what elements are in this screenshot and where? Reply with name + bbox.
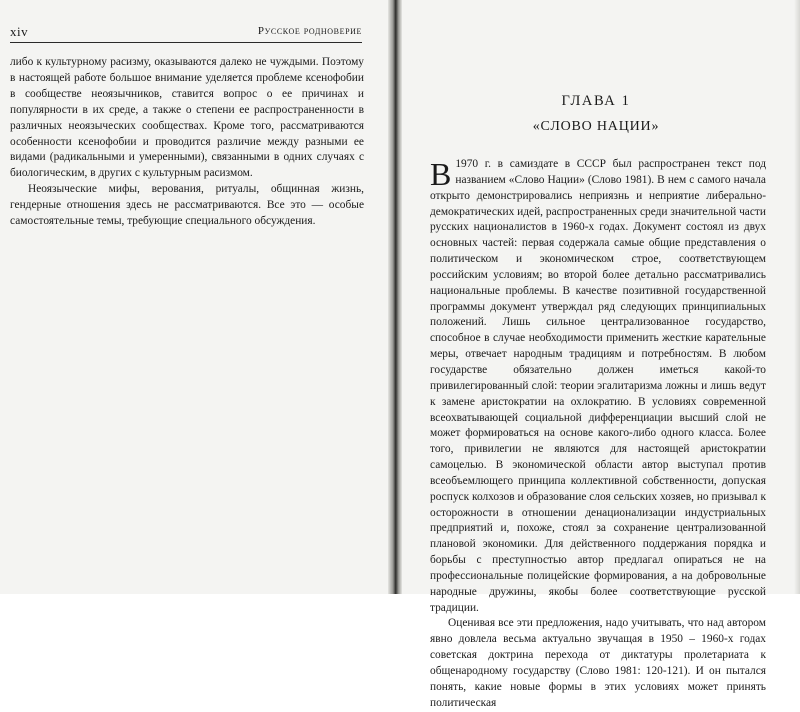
drop-cap: В — [430, 156, 452, 192]
right-page-text — [430, 157, 766, 712]
left-page-text — [10, 55, 364, 230]
right-paragraph-2: Оценивая все эти предложения, надо учитывать, что над автором явно довлела весьма актуально звучащая в 1950 – 1960-х годах советская доктрина перехода от диктатуры пролетариата к общенародному государству (Слово 1981: 120-121). И он пытался понять, какие новые формы в этих условиях может принять политическая — [430, 617, 766, 709]
right-paragraph-1 — [430, 157, 766, 616]
chapter-title: «СЛОВО НАЦИИ» — [532, 119, 660, 134]
left-paragraph-2: Неоязыческие мифы, верования, ритуалы, общинная жизнь, гендерные отношения здесь не рассматриваются. Все это — особые самостоятельные темы, требующие специального обсуждения. — [10, 183, 364, 228]
left-paragraph-1: либо к культурному расизму, оказываются далеко не чуждыми. Поэтому в настоящей работе большое внимание уделяется проблеме ксенофобии в сообществе неоязычников, ставится вопрос о ее причинах и популярности в их среде, а также о степени ее распространенности в различных неоязыческих сообществах. Кроме того, рассматриваются особенности ксенофобии и проводится различие между разными ее видами (радикальными и умеренными), связанными в одних случаях с биологическим, в других с культурным расизмом. — [10, 56, 364, 180]
chapter-label: ГЛАВА 1 — [561, 93, 631, 109]
book-gutter — [388, 0, 402, 594]
running-head — [10, 22, 362, 43]
right-paragraph-1-text: 1970 г. в самиздате в СССР был распространен текст под названием «Слово Нации» (Слово 1981). В нем с самого начала открыто демонстрировались неприязнь и неприятие либерально-демократических идей, распространенных среди значительной части русских националистов в 1960-х годах. Документ состоял из двух основных частей: первая содержала самые общие представления о политическом и экономическом строе, соответствующем российским условиям; во второй более детально рассматривались национальные проблемы. В качестве позитивной государственной программы документ утверждал ряд следующих принципиальных положений. Лишь сильное централизованное государство, способное в случае необходимости применить жесткие карательные меры, отвечает народным традициям и потребностям. В любом государстве обязательно должен иметься какой-то привилегированный слой: теории эгалитаризма ложны и лишь ведут к замене аристократии на охлократию. В условиях современной всеохватывающей социальной дифференциации высший слой не может формироваться на основе какого-либо одного класса. Более того, привилегии не являются для настоящей аристократии самоцелью. В экономической области автор выступал против всеобъемлющего принципа коллективной собственности, допуская роспуск колхозов и образование слоя сельских хозяев, но призывал к осторожности в отношении денационализации индустриальных предприятий и, похоже, стоял за сохранение централизованной плановой экономики. Для действенного поддержания порядка и борьбы с преступностью автор предлагал опираться не на профессиональные полицейские формирования, а на добровольные народные дружины, якобы более соответствующие русской традиции. — [430, 158, 766, 614]
page-number: xiv — [10, 24, 29, 39]
running-title: Русское родноверие — [257, 25, 362, 37]
page-edge — [794, 0, 800, 594]
